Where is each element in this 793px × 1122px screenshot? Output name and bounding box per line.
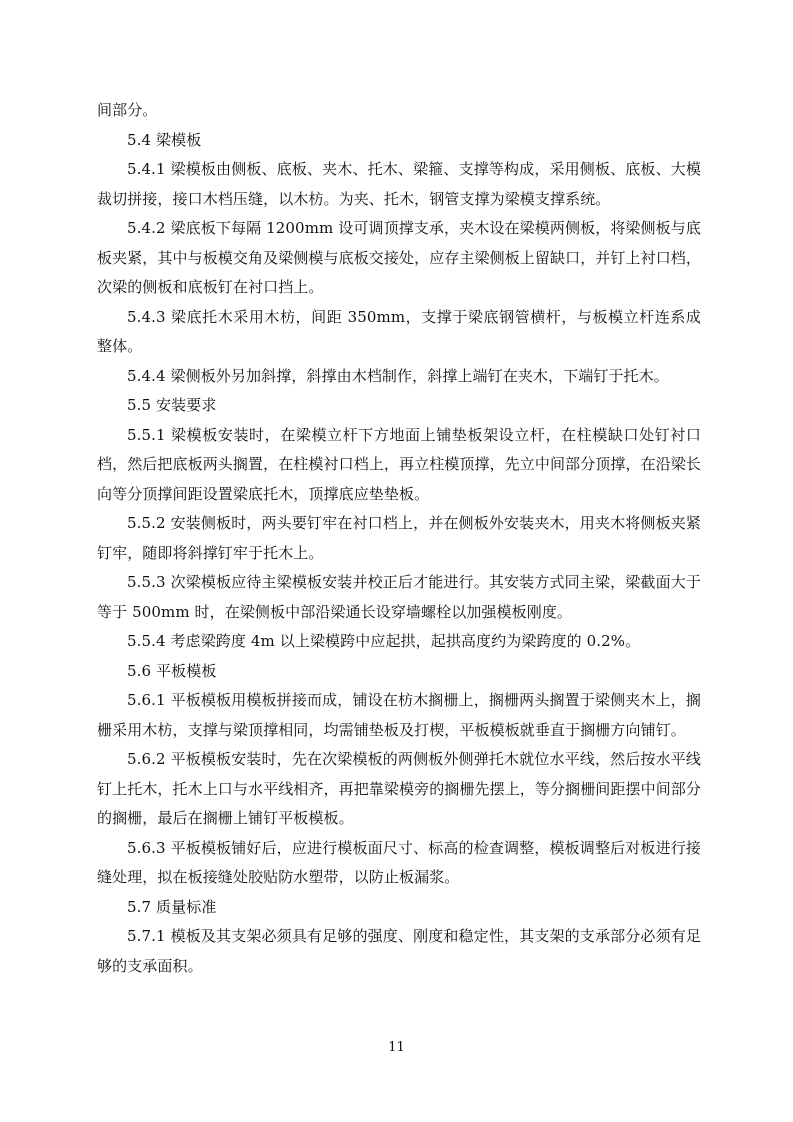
paragraph-continuation: 间部分。 bbox=[97, 101, 158, 119]
paragraph-5-5-3: 5.5.3 次梁模板应待主梁模板安装并校正后才能进行。其安装方式同主梁，梁截面大于等于 500mm 时，在梁侧板中部沿梁通长设穿墙螺栓以加强模板刚度。 bbox=[97, 573, 701, 621]
page-number: 11 bbox=[388, 1040, 405, 1055]
paragraph-5-6-1: 5.6.1 平板模板用模板拼接而成，铺设在枋木搁栅上，搁栅两头搁置于梁侧夹木上，搁栅采用木枋，支撑与梁顶撑相同，均需铺垫板及打楔，平板模板就垂直于搁栅方向铺钉。 bbox=[97, 691, 701, 739]
paragraph-5-6-2: 5.6.2 平板模板安装时，先在次梁模板的两侧板外侧弹托木就位水平线，然后按水平线钉上托木，托木上口与水平线相齐，再把靠梁模旁的搁栅先摆上，等分搁栅间距摆中间部分的搁栅，最后在搁栅上铺钉平板模板。 bbox=[97, 750, 702, 827]
section-heading-5-4: 5.4 梁模板 bbox=[127, 130, 202, 149]
paragraph-5-4-1: 5.4.1 梁模板由侧板、底板、夹木、托木、梁箍、支撑等构成，采用侧板、底板、大模裁切拼接，接口木档压缝，以木枋。为夹、托木，钢管支撑为梁模支撑系统。 bbox=[97, 160, 701, 208]
paragraph-5-5-2: 5.5.2 安装侧板时，两头要钉牢在衬口档上，并在侧板外安装夹木，用夹木将侧板夹紧钉牢，随即将斜撑钉牢于托木上。 bbox=[97, 514, 701, 562]
section-heading-5-7: 5.7 质量标准 bbox=[127, 897, 217, 916]
paragraph-5-7-1: 5.7.1 模板及其支架必须具有足够的强度、刚度和稳定性，其支架的支承部分必须有足够的支承面积。 bbox=[97, 927, 701, 975]
paragraph-5-4-3: 5.4.3 梁底托木采用木枋，间距 350mm，支撑于梁底钢管横杆，与板模立杆连系成整体。 bbox=[97, 307, 701, 355]
page-body bbox=[97, 96, 701, 981]
section-heading-5-5: 5.5 安装要求 bbox=[127, 396, 217, 414]
paragraph-5-6-3: 5.6.3 平板模板铺好后，应进行模板面尺寸、标高的检查调整，模板调整后对板进行接缝处理，拟在板接缝处胶贴防水塑带，以防止板漏浆。 bbox=[97, 838, 701, 886]
paragraph-5-4-2: 5.4.2 梁底板下每隔 1200mm 设可调顶撑支承，夹木设在梁模两侧板，将梁侧板与底板夹紧，其中与板模交角及梁侧模与底板交接处，应存主梁侧板上留缺口，并钉上衬口档，次梁的侧板和底板钉在衬口挡上。 bbox=[97, 219, 702, 296]
section-heading-5-6: 5.6 平板模板 bbox=[127, 661, 217, 680]
paragraph-5-5-4: 5.5.4 考虑梁跨度 4m 以上梁模跨中应起拱，起拱高度约为梁跨度的 0.2%。 bbox=[127, 632, 641, 650]
paragraph-5-4-4: 5.4.4 梁侧板外另加斜撑，斜撑由木档制作，斜撑上端钉在夹木，下端钉于托木。 bbox=[127, 366, 669, 385]
paragraph-5-5-1: 5.5.1 梁模板安装时，在梁模立杆下方地面上铺垫板架设立杆，在柱模缺口处钉衬口档，然后把底板两头搁置，在柱模衬口档上，再立柱模顶撑，先立中间部分顶撑，在沿梁长向等分顶撑间距设置梁底托木，顶撑底应垫垫板。 bbox=[97, 425, 702, 503]
